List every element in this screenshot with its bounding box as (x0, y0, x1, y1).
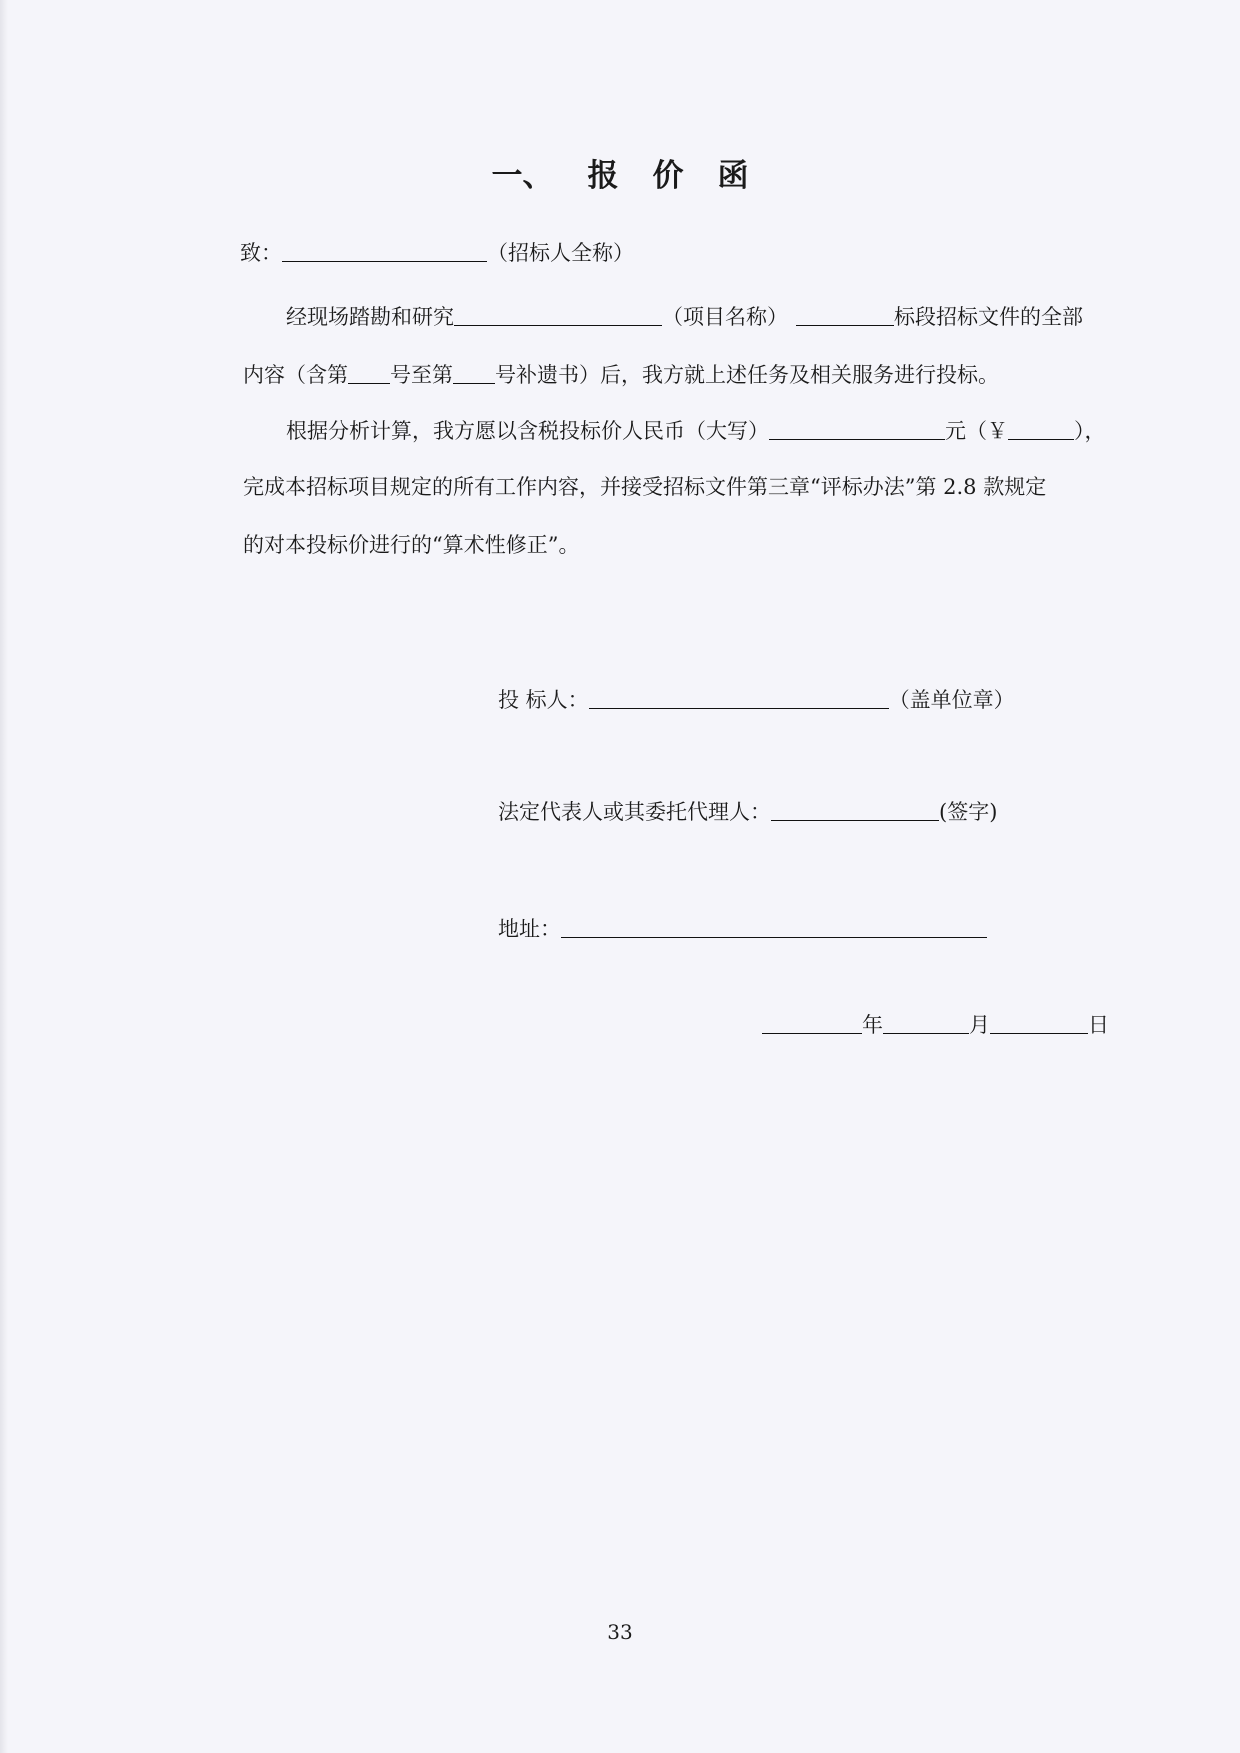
p1-text2: （项目名称） (662, 305, 788, 329)
paragraph2-line2: 完成本招标项目规定的所有工作内容，并接受招标文件第三章“评标办法”第 2.8 款规定 (243, 475, 1047, 499)
paragraph2-line3: 的对本投标价进行的“算术性修正”。 (243, 533, 580, 557)
title-char-3: 函 (717, 158, 749, 194)
p2-text1: 根据分析计算，我方愿以含税投标价人民币（大写） (286, 419, 769, 443)
project-name-blank[interactable] (454, 303, 662, 326)
section-blank[interactable] (796, 303, 894, 326)
p1-text1: 经现场踏勘和研究 (286, 305, 454, 329)
title-char-2: 价 (652, 158, 684, 194)
bidder-label: 投 标人： (498, 688, 589, 712)
p1-line2-a: 内容（含第 (243, 363, 348, 387)
page-number: 33 (607, 1620, 633, 1644)
date-line (762, 1010, 1109, 1040)
addressee-prefix: 致： (240, 241, 282, 265)
tenderer-name-blank[interactable] (282, 239, 487, 262)
p1-text3: 标段招标文件的全部 (894, 305, 1083, 329)
representative-note: (签字) (939, 800, 998, 824)
year-label: 年 (862, 1013, 883, 1037)
paragraph2-line1 (286, 416, 1106, 446)
paragraph1-line1 (286, 302, 1083, 332)
day-label: 日 (1088, 1013, 1109, 1037)
p1-line2-c: 号补遗书）后，我方就上述任务及相关服务进行投标。 (495, 363, 999, 387)
price-words-blank[interactable] (769, 417, 945, 440)
title-number: 一、 (491, 158, 554, 194)
page-title (0, 150, 1240, 195)
paragraph1-line2 (243, 360, 999, 390)
addressee-line (240, 238, 634, 268)
representative-label: 法定代表人或其委托代理人： (498, 800, 771, 824)
year-blank[interactable] (762, 1011, 862, 1034)
address-blank[interactable] (561, 915, 987, 938)
bidder-note: （盖单位章） (888, 688, 1015, 712)
p2-text2: 元（￥ (945, 419, 1008, 443)
p1-line2-b: 号至第 (390, 363, 453, 387)
month-blank[interactable] (883, 1011, 969, 1034)
p2-text3: ）， (1074, 419, 1106, 443)
representative-blank[interactable] (771, 798, 939, 821)
title-char-1: 报 (587, 158, 619, 194)
address-line (498, 914, 987, 944)
day-blank[interactable] (990, 1011, 1088, 1034)
addendum-from-blank[interactable] (348, 361, 390, 384)
bidder-line (498, 685, 1015, 715)
scan-edge (0, 0, 8, 1753)
representative-line (498, 797, 997, 827)
addressee-suffix: （招标人全称） (487, 241, 634, 265)
price-figures-blank[interactable] (1008, 417, 1074, 440)
month-label: 月 (969, 1013, 990, 1037)
bidder-blank[interactable] (589, 686, 889, 709)
addendum-to-blank[interactable] (453, 361, 495, 384)
address-label: 地址： (498, 917, 561, 941)
